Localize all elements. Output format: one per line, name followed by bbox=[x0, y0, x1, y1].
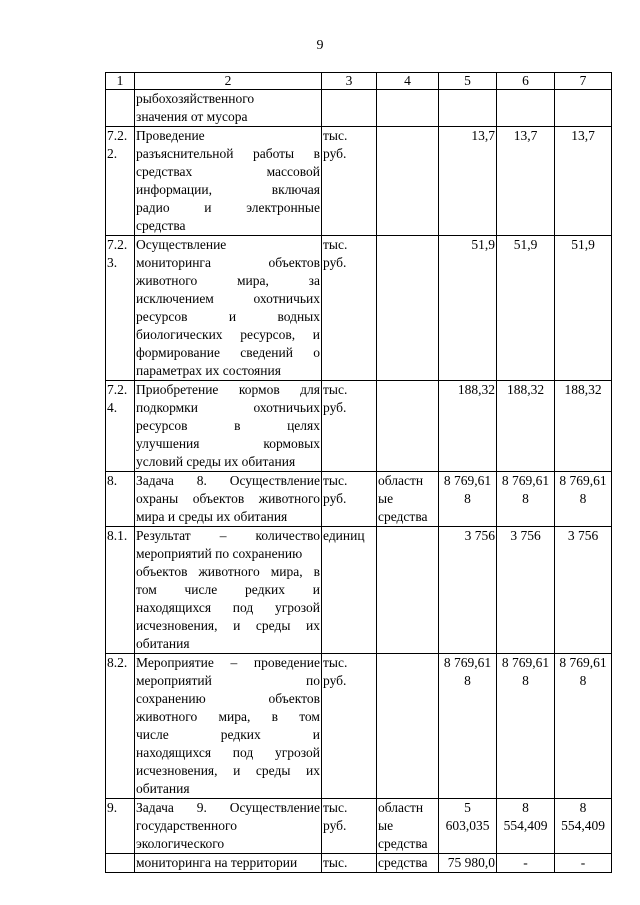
table-row bbox=[106, 654, 612, 799]
row-description-line: информации, включая bbox=[136, 182, 320, 197]
funding-source-cell bbox=[377, 236, 439, 381]
funding-source-cell bbox=[377, 90, 439, 127]
value-col5-line: 603,035 bbox=[445, 818, 490, 833]
row-description-line: обитания bbox=[136, 636, 190, 651]
row-description bbox=[135, 90, 322, 127]
value-col5-line: 188,32 bbox=[457, 382, 495, 397]
table-row bbox=[106, 799, 612, 854]
unit-cell-line: тыс. bbox=[323, 855, 348, 870]
value-col6-line: 8 769,61 bbox=[501, 473, 550, 488]
funding-source-cell bbox=[377, 527, 439, 654]
value-col5 bbox=[439, 236, 497, 381]
unit-cell bbox=[322, 654, 377, 799]
value-col6 bbox=[497, 236, 555, 381]
value-col6 bbox=[497, 799, 555, 854]
row-description-line: исчезновения, и среды их bbox=[136, 618, 320, 633]
funding-source-cell bbox=[377, 854, 439, 873]
row-number bbox=[106, 381, 135, 472]
unit-cell bbox=[322, 527, 377, 654]
value-col6-line: 8 769,61 bbox=[501, 655, 550, 670]
row-number-line: 7.2. bbox=[107, 237, 128, 252]
value-col6-line: - bbox=[523, 855, 528, 870]
funding-source-cell-line: областн bbox=[378, 473, 424, 488]
row-number bbox=[106, 236, 135, 381]
funding-source-cell bbox=[377, 127, 439, 236]
row-description-line: средства bbox=[136, 218, 186, 233]
row-number-line: 2. bbox=[107, 146, 118, 161]
row-description-line: объектов животного мира, в bbox=[136, 564, 320, 579]
value-col7 bbox=[555, 381, 612, 472]
row-number-line: 9. bbox=[107, 800, 118, 815]
row-description-line: сохранению объектов bbox=[136, 691, 320, 706]
unit-cell-line: тыс. bbox=[323, 237, 348, 252]
row-description bbox=[135, 236, 322, 381]
funding-source-cell-line: областн bbox=[378, 800, 424, 815]
row-description-line: параметрах их состояния bbox=[136, 363, 281, 378]
value-col6 bbox=[497, 527, 555, 654]
row-description-line: радио и электронные bbox=[136, 200, 320, 215]
unit-cell-line: тыс. bbox=[323, 800, 348, 815]
unit-cell-line: единиц bbox=[323, 528, 365, 543]
unit-cell-line: руб. bbox=[323, 818, 347, 833]
row-description-line: условий среды их обитания bbox=[136, 454, 296, 469]
row-number-line: 8.2. bbox=[107, 655, 128, 670]
value-col7 bbox=[555, 854, 612, 873]
value-col5-line: 5 bbox=[464, 800, 471, 815]
header-cell: 2 bbox=[135, 73, 322, 90]
value-col5-line: 75 980,0 bbox=[447, 855, 495, 870]
value-col6-line: 554,409 bbox=[503, 818, 548, 833]
row-description-line: государственного bbox=[136, 818, 237, 833]
table-row bbox=[106, 381, 612, 472]
unit-cell-line: руб. bbox=[323, 255, 347, 270]
row-description-line: обитания bbox=[136, 781, 190, 796]
unit-cell-line: руб. bbox=[323, 146, 347, 161]
value-col7-line: 3 756 bbox=[567, 528, 599, 543]
row-description-line: находящихся под угрозой bbox=[136, 745, 320, 760]
value-col6-line: 51,9 bbox=[513, 237, 538, 252]
row-description bbox=[135, 472, 322, 527]
row-description-line: Проведение bbox=[136, 128, 205, 143]
unit-cell-line: тыс. bbox=[323, 473, 348, 488]
value-col7 bbox=[555, 527, 612, 654]
row-number bbox=[106, 90, 135, 127]
row-description-line: том числе редких и bbox=[136, 582, 320, 597]
value-col6 bbox=[497, 854, 555, 873]
value-col7-line: 8 769,61 bbox=[559, 655, 607, 670]
unit-cell-line: руб. bbox=[323, 491, 347, 506]
row-description-line: мира и среды их обитания bbox=[136, 509, 288, 524]
header-cell: 1 bbox=[106, 73, 135, 90]
program-table bbox=[105, 72, 612, 873]
row-description-line: Задача 9. Осуществление bbox=[136, 800, 320, 815]
unit-cell-line: руб. bbox=[323, 400, 347, 415]
row-description-line: Задача 8. Осуществление bbox=[136, 473, 320, 488]
table-row bbox=[106, 236, 612, 381]
funding-source-cell-line: средства bbox=[378, 509, 428, 524]
unit-cell bbox=[322, 127, 377, 236]
header-cell: 5 bbox=[439, 73, 497, 90]
table-row bbox=[106, 472, 612, 527]
value-col7-line: - bbox=[580, 855, 586, 870]
row-number-line: 8. bbox=[107, 473, 118, 488]
row-description bbox=[135, 654, 322, 799]
value-col6-line: 13,7 bbox=[513, 128, 538, 143]
funding-source-cell bbox=[377, 472, 439, 527]
row-description bbox=[135, 527, 322, 654]
value-col5 bbox=[439, 527, 497, 654]
row-description-line: мероприятий по bbox=[136, 673, 320, 688]
unit-cell-line: тыс. bbox=[323, 382, 348, 397]
value-col6-line: 8 bbox=[522, 800, 529, 815]
row-description-line: исключением охотничьих bbox=[136, 291, 320, 306]
value-col5-line: 8 769,61 bbox=[443, 655, 492, 670]
value-col5-line: 51,9 bbox=[471, 237, 495, 252]
value-col7-line: 51,9 bbox=[571, 237, 595, 252]
row-description-line: экологического bbox=[136, 836, 225, 851]
funding-source-cell bbox=[377, 654, 439, 799]
row-description-line: Результат – количество bbox=[136, 528, 320, 543]
unit-cell-line: тыс. bbox=[323, 128, 348, 143]
value-col7-line: 8 bbox=[579, 491, 587, 506]
row-number bbox=[106, 472, 135, 527]
row-description-line: ресурсов в целях bbox=[136, 418, 320, 433]
row-description-line: охраны объектов животного bbox=[136, 491, 320, 506]
row-description-line: значения от мусора bbox=[136, 109, 248, 124]
row-description-line: мониторинга объектов bbox=[136, 255, 320, 270]
value-col7 bbox=[555, 127, 612, 236]
value-col6 bbox=[497, 127, 555, 236]
funding-source-cell-line: средства bbox=[378, 855, 428, 870]
row-number-line: 8.1. bbox=[107, 528, 128, 543]
table-row bbox=[106, 90, 612, 127]
value-col5 bbox=[439, 799, 497, 854]
row-description-line: животного мира, в том bbox=[136, 709, 320, 724]
value-col5 bbox=[439, 90, 497, 127]
row-description bbox=[135, 127, 322, 236]
value-col7-line: 8 bbox=[579, 673, 587, 688]
value-col5-line: 3 756 bbox=[464, 528, 495, 543]
row-description-line: числе редких и bbox=[136, 727, 320, 742]
unit-cell bbox=[322, 472, 377, 527]
row-description-line: формирование сведений о bbox=[136, 345, 320, 360]
value-col7 bbox=[555, 654, 612, 799]
row-number bbox=[106, 127, 135, 236]
table-row bbox=[106, 527, 612, 654]
unit-cell bbox=[322, 854, 377, 873]
value-col5 bbox=[439, 854, 497, 873]
unit-cell bbox=[322, 236, 377, 381]
value-col6-line: 8 bbox=[522, 491, 529, 506]
row-number bbox=[106, 654, 135, 799]
row-description-line: улучшения кормовых bbox=[136, 436, 320, 451]
row-description-line: разъяснительной работы в bbox=[136, 146, 320, 161]
funding-source-cell-line: ые bbox=[378, 818, 394, 833]
unit-cell-line: руб. bbox=[323, 673, 347, 688]
header-cell: 3 bbox=[322, 73, 377, 90]
row-description-line: мероприятий по сохранению bbox=[136, 546, 303, 561]
row-description-line: мониторинга на территории bbox=[136, 855, 298, 870]
row-description-line: Осуществление bbox=[136, 237, 227, 252]
value-col7-line: 188,32 bbox=[564, 382, 602, 397]
row-description-line: находящихся под угрозой bbox=[136, 600, 320, 615]
page-number: 9 bbox=[316, 38, 324, 53]
value-col5 bbox=[439, 654, 497, 799]
funding-source-cell-line: средства bbox=[378, 836, 428, 851]
row-description-line: биологических ресурсов, и bbox=[136, 327, 320, 342]
row-description-line: Приобретение кормов для bbox=[136, 382, 320, 397]
header-cell: 4 bbox=[377, 73, 439, 90]
unit-cell bbox=[322, 381, 377, 472]
row-description bbox=[135, 799, 322, 854]
funding-source-cell bbox=[377, 799, 439, 854]
unit-cell bbox=[322, 799, 377, 854]
row-description-line: исчезновения, и среды их bbox=[136, 763, 320, 778]
value-col6 bbox=[497, 90, 555, 127]
row-description-line: рыбохозяйственного bbox=[136, 91, 255, 106]
value-col5 bbox=[439, 381, 497, 472]
value-col6 bbox=[497, 654, 555, 799]
value-col5-line: 13,7 bbox=[471, 128, 495, 143]
value-col7-line: 554,409 bbox=[561, 818, 605, 833]
row-description bbox=[135, 854, 322, 873]
header-row bbox=[106, 73, 612, 90]
row-description-line: Мероприятие – проведение bbox=[136, 655, 320, 670]
row-number-line: 7.2. bbox=[107, 128, 128, 143]
row-number bbox=[106, 527, 135, 654]
row-description-line: животного мира, за bbox=[136, 273, 320, 288]
header-cell: 6 bbox=[497, 73, 555, 90]
value-col7-line: 8 769,61 bbox=[559, 473, 607, 488]
value-col7 bbox=[555, 799, 612, 854]
row-description-line: подкормки охотничьих bbox=[136, 400, 320, 415]
value-col6 bbox=[497, 381, 555, 472]
row-description bbox=[135, 381, 322, 472]
row-number-line: 3. bbox=[107, 255, 118, 270]
value-col7 bbox=[555, 472, 612, 527]
value-col6-line: 188,32 bbox=[506, 382, 545, 397]
value-col7-line: 13,7 bbox=[571, 128, 595, 143]
unit-cell-line: тыс. bbox=[323, 655, 348, 670]
unit-cell bbox=[322, 90, 377, 127]
value-col7 bbox=[555, 236, 612, 381]
row-number-line: 7.2. bbox=[107, 382, 128, 397]
table-row bbox=[106, 854, 612, 873]
value-col6-line: 8 bbox=[522, 673, 529, 688]
row-description-line: ресурсов и водных bbox=[136, 309, 320, 324]
value-col5 bbox=[439, 127, 497, 236]
value-col5 bbox=[439, 472, 497, 527]
value-col7 bbox=[555, 90, 612, 127]
value-col6-line: 3 756 bbox=[510, 528, 541, 543]
funding-source-cell bbox=[377, 381, 439, 472]
value-col5-line: 8 769,61 bbox=[443, 473, 492, 488]
value-col5-line: 8 bbox=[464, 491, 471, 506]
funding-source-cell-line: ые bbox=[378, 491, 394, 506]
value-col5-line: 8 bbox=[464, 673, 471, 688]
table-row bbox=[106, 127, 612, 236]
row-number bbox=[106, 854, 135, 873]
value-col7-line: 8 bbox=[579, 800, 587, 815]
row-number-line: 4. bbox=[107, 400, 118, 415]
value-col6 bbox=[497, 472, 555, 527]
header-cell: 7 bbox=[555, 73, 612, 90]
row-description-line: средствах массовой bbox=[136, 164, 320, 179]
row-number bbox=[106, 799, 135, 854]
